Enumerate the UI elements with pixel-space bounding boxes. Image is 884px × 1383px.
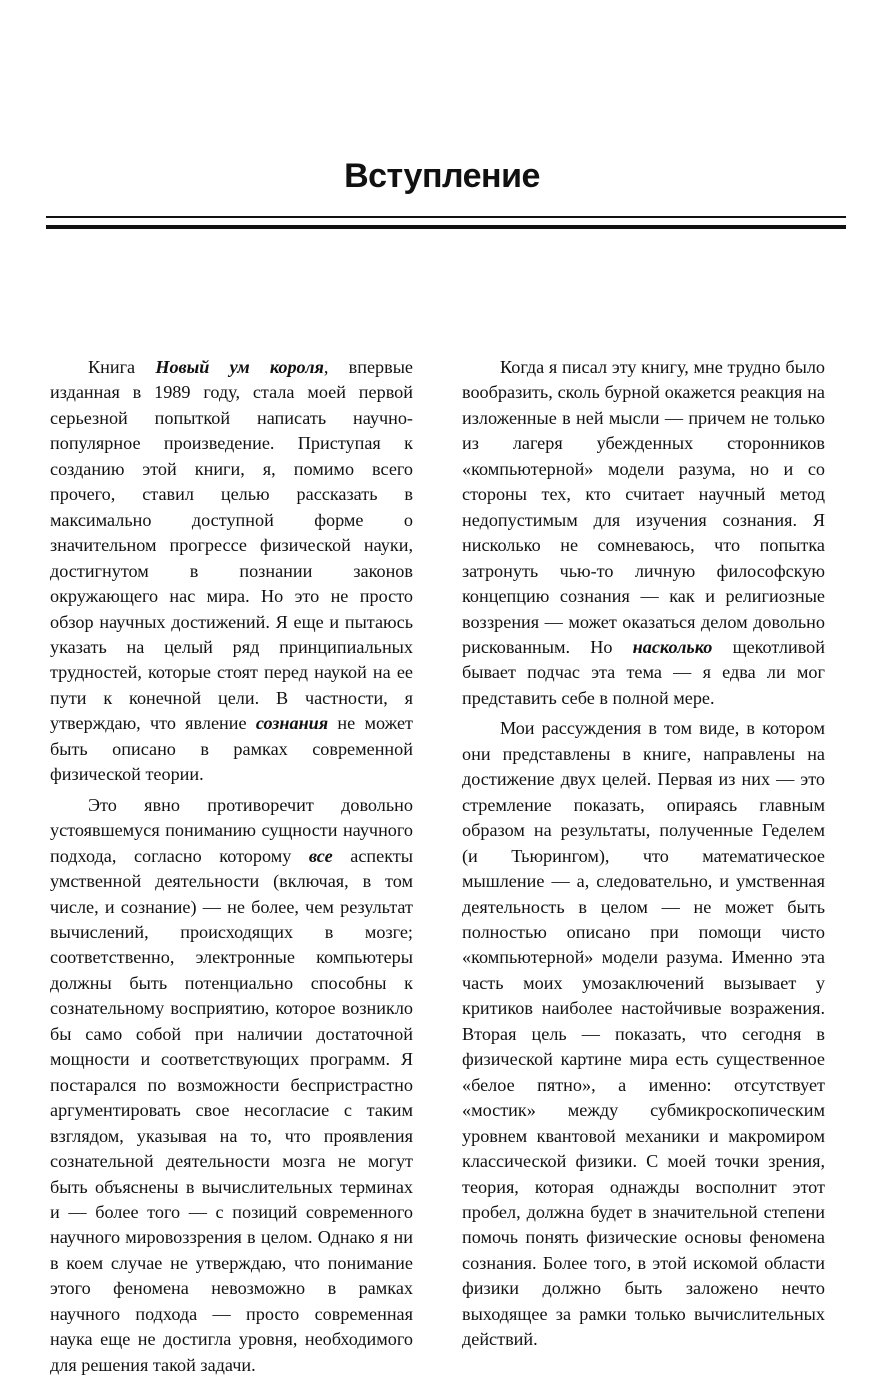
book-title-emphasis: Новый ум короля	[155, 357, 324, 377]
right-column	[462, 355, 825, 1358]
text-segment: Мои рассуждения в том виде, в котором они представлены в книге, направлены на достижение двух целей. Первая из них — это стремление показать, опираясь главным образом на результаты, полученные Геделем (и Тьюрингом), что математическое мышление — а, следовательно, и умственная деятельность в целом — не может быть полностью описано при помощи чисто «компьютерной» модели разума. Именно эта часть моих умозаключений вызывает у критиков наиболее настойчивые возражения. Вторая цель — показать, что сегодня в физической картине мира есть существенное «белое пятно», а именно: отсутствует «мостик» между субмикроскопическим уровнем квантовой механики и макромиром классической физики. С моей точки зрения, теория, которая однажды восполнит этот пробел, должна будет в значительной степени помочь понять физические основы феномена сознания. Более того, в этой искомой области физики должно быть заложено нечто выходящее за рамки только вычислительных действий.	[462, 718, 825, 1350]
text-segment: аспекты умственной деятельности (включая, в том числе, и сознание) — не более, чем результат вычислений, происходящих в мозге; соответственно, электронные компьютеры должны быть потенциально способны к сознательному восприятию, которое возникло бы само собой при наличии достаточной мощности и соответствующих программ. Я постарался по возможности беспристрастно аргументировать свое несогласие с таким взглядом, указывая на то, что проявления сознательной деятельности мозга не могут быть объяснены в вычислительных терминах и — более того — с позиций современного научного мировоззрения в целом. Однако я ни в коем случае не утверждаю, что понимание этого феномена невозможно в рамках научного подхода — просто современная наука еще не достигла уровня, необходимого для решения такой задачи.	[50, 845, 413, 1375]
text-segment: Книга	[88, 357, 156, 377]
text-segment: щекотливой бывает подчас эта тема — я едва ли мог представить себе в полной мере.	[462, 636, 825, 708]
text-segment: Когда я писал эту книгу, мне трудно было вообразить, сколь бурной окажется реакция на изложенные в ней мысли — причем не только из лагеря убежденных сторонников «компьютерной» модели разума, но и со стороны тех, кто считает научный метод недопустимым для изучения сознания. Я нисколько не сомневаюсь, что попытка затронуть чью-то личную философскую концепцию сознания — как и религиозные воззрения — может оказаться делом довольно рискованным. Но	[462, 357, 825, 657]
text-segment: не может быть описано в рамках современной физической теории.	[50, 713, 413, 785]
paragraph	[50, 793, 413, 1378]
title-rule-thick	[46, 225, 846, 229]
left-column	[50, 355, 413, 1383]
paragraph	[462, 355, 825, 711]
emphasis: сознания	[255, 713, 329, 734]
paragraph	[462, 716, 825, 1352]
paragraph	[50, 355, 413, 788]
title-rule-thin	[46, 216, 846, 218]
text-segment: , впервые изданная в 1989 году, стала моей первой серьезной попыткой написать научно-популярное произведение. Приступая к созданию этой книги, я, помимо всего прочего, ставил целью рассказать в максимально доступной форме о значительном прогрессе физической науки, достигнутом в познании законов окружающего нас мира. Но это не просто обзор научных достижений. Я еще и пытаюсь указать на целый ряд принципиальных трудностей, которые стоят перед наукой на ее пути к конечной цели. В частности, я утверждаю, что явление	[50, 357, 413, 734]
emphasis: насколько	[632, 636, 713, 657]
text-segment: Это явно противоречит довольно устоявшемуся пониманию сущности научного подхода, согласно которому	[50, 794, 413, 866]
page-title: Вступление	[344, 157, 540, 195]
emphasis: все	[308, 845, 333, 866]
